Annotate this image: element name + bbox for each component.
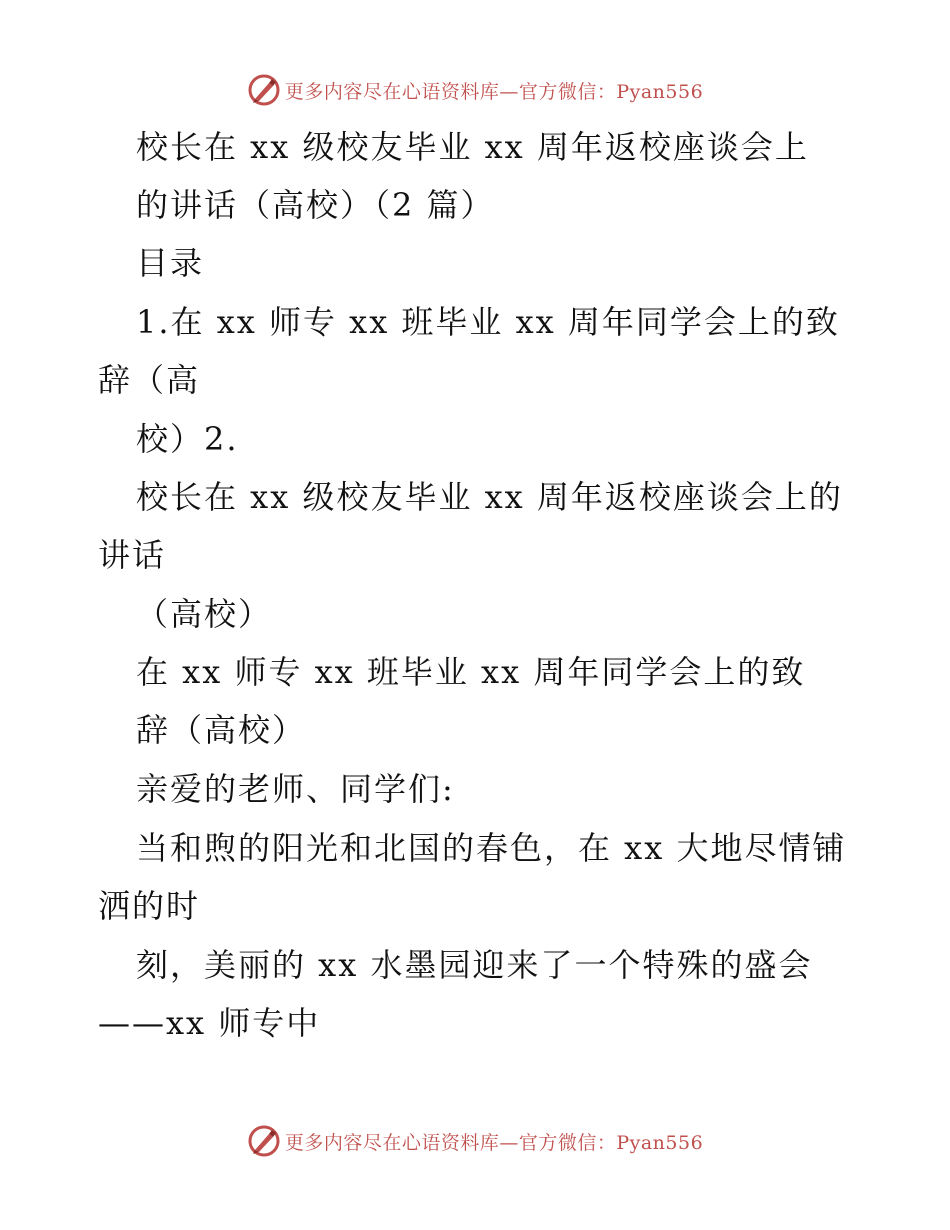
toc-item-2-end: （高校） [136, 595, 273, 633]
watermark-text: 更多内容尽在心语资料库—官方微信：Pyan556 [284, 80, 704, 103]
toc-item-1: 1.在 xx 师专 xx 班毕业 xx 周年同学会上的致 [136, 303, 840, 341]
toc-item-2: 校长在 xx 级校友毕业 xx 周年返校座谈会上的 [136, 478, 843, 516]
title-line-2: 的讲话（高校）（2 篇） [136, 186, 495, 224]
paragraph-line-1: 当和煦的阳光和北国的春色，在 xx 大地尽情铺 [136, 829, 847, 867]
footer-watermark [0, 1121, 950, 1161]
paragraph-line-4: ——xx 师专中 [98, 1004, 321, 1042]
toc-heading: 目录 [136, 244, 205, 282]
watermark-text: 更多内容尽在心语资料库—官方微信：Pyan556 [284, 1131, 704, 1154]
title-line-1: 校长在 xx 级校友毕业 xx 周年返校座谈会上 [136, 128, 809, 166]
paragraph-line-3: 刻，美丽的 xx 水墨园迎来了一个特殊的盛会 [136, 946, 813, 984]
pen-logo-icon [247, 73, 281, 107]
toc-item-1-end: 校）2. [136, 420, 239, 458]
header-watermark [0, 70, 950, 110]
section-title-line-2: 辞（高校） [136, 711, 307, 749]
section-title-line-1: 在 xx 师专 xx 班毕业 xx 周年同学会上的致 [136, 653, 806, 691]
toc-item-2-cont: 讲话 [98, 536, 167, 574]
paragraph-line-2: 洒的时 [98, 887, 201, 925]
toc-item-1-cont: 辞（高 [98, 361, 201, 399]
pen-logo-icon [247, 1124, 281, 1158]
salutation: 亲爱的老师、同学们: [136, 770, 455, 808]
